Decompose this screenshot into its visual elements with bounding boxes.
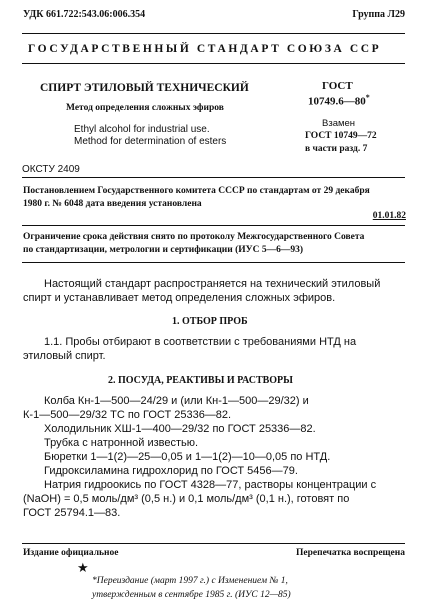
gost-number-text: 10749.6—80 xyxy=(308,95,366,108)
top-rule xyxy=(22,33,405,34)
reissue-note-line-2: утвержденным в сентябре 1985 г. (ИУС 12—85) xyxy=(92,590,291,600)
okstu-code: ОКСТУ 2409 xyxy=(22,164,80,175)
section-2-line: Гидроксиламина гидрохлорид по ГОСТ 5456—79. xyxy=(44,465,298,477)
reprint-prohibited-label: Перепечатка воспрещена xyxy=(295,548,405,558)
replaces-part: в части разд. 7 xyxy=(305,144,368,154)
footer-rule xyxy=(22,543,405,544)
reissue-note-line-1: *Переиздание (март 1997 г.) с Изменением № 1, xyxy=(92,576,288,586)
replaces-label: Взамен xyxy=(322,118,356,129)
standard-title: СПИРТ ЭТИЛОВЫЙ ТЕХНИЧЕСКИЙ xyxy=(40,82,249,94)
banner-rule xyxy=(22,63,405,64)
english-title-line-1: Ethyl alcohol for industrial use. xyxy=(74,124,210,135)
restriction-line-1: Ограничение срока действия снято по протоколу Межгосударственного Совета xyxy=(23,232,365,242)
restriction-rule xyxy=(22,225,405,226)
official-edition-label: Издание официальное xyxy=(23,548,119,558)
intro-line-2: спирт и устанавливает метод определения сложных эфиров. xyxy=(23,292,336,304)
gost-label: ГОСТ xyxy=(322,80,353,92)
group-code: Группа Л29 xyxy=(352,9,405,20)
section-2-line: Бюретки 1—1(2)—25—0,05 и 1—1(2)—10—0,05 по НТД. xyxy=(44,451,331,463)
gosstandart-banner: ГОСУДАРСТВЕННЫЙ СТАНДАРТ СОЮЗА ССР xyxy=(28,43,382,55)
standard-subtitle: Метод определения сложных эфиров xyxy=(66,103,224,113)
section-2-line: (NaOH) = 0,5 моль/дм³ (0,5 н.) и 0,1 моль/дм³ (0,1 н.), готовят по xyxy=(23,493,350,505)
decree-rule xyxy=(22,177,405,178)
decree-line-1: Постановлением Государственного комитета СССР по стандартам от 29 декабря xyxy=(23,186,370,196)
restriction-line-2: по стандартизации, метрологии и сертификации (ИУС 5—6—93) xyxy=(23,245,304,255)
section-2-heading: 2. ПОСУДА, РЕАКТИВЫ И РАСТВОРЫ xyxy=(108,375,293,386)
section-2-line: ГОСТ 25794.1—83. xyxy=(23,507,121,519)
section-2-line: К-1—500—29/32 ТС по ГОСТ 25336—82. xyxy=(23,409,232,421)
section-1-line-2: этиловый спирт. xyxy=(23,350,106,362)
introduction-date: 01.01.82 xyxy=(372,211,406,221)
udk-code: УДК 661.722:543.06:006.354 xyxy=(23,9,146,20)
gost-star: * xyxy=(365,93,370,102)
section-2-line: Трубка с натронной известью. xyxy=(44,437,199,449)
section-2-line: Холодильник ХШ-1—400—29/32 по ГОСТ 25336—82. xyxy=(44,423,316,435)
decree-line-2: 1980 г. № 6048 дата введения установлена xyxy=(23,199,202,209)
intro-line-1: Настоящий стандарт распространяется на технический этиловый xyxy=(44,278,381,290)
replaces-gost: ГОСТ 10749—72 xyxy=(305,131,377,141)
gost-number xyxy=(308,93,370,108)
restriction-bottom-rule xyxy=(22,262,405,263)
section-2-line: Натрия гидроокись по ГОСТ 4328—77, растворы концентрации с xyxy=(44,479,377,491)
section-1-heading: 1. ОТБОР ПРОБ xyxy=(172,316,248,327)
star-icon: ★ xyxy=(77,560,89,575)
section-1-line-1: 1.1. Пробы отбирают в соответствии с требованиями НТД на xyxy=(44,336,357,348)
section-2-line: Колба Кн-1—500—24/29 и (или Кн-1—500—29/32) и xyxy=(44,395,309,407)
english-title-line-2: Method for determination of esters xyxy=(74,136,227,147)
